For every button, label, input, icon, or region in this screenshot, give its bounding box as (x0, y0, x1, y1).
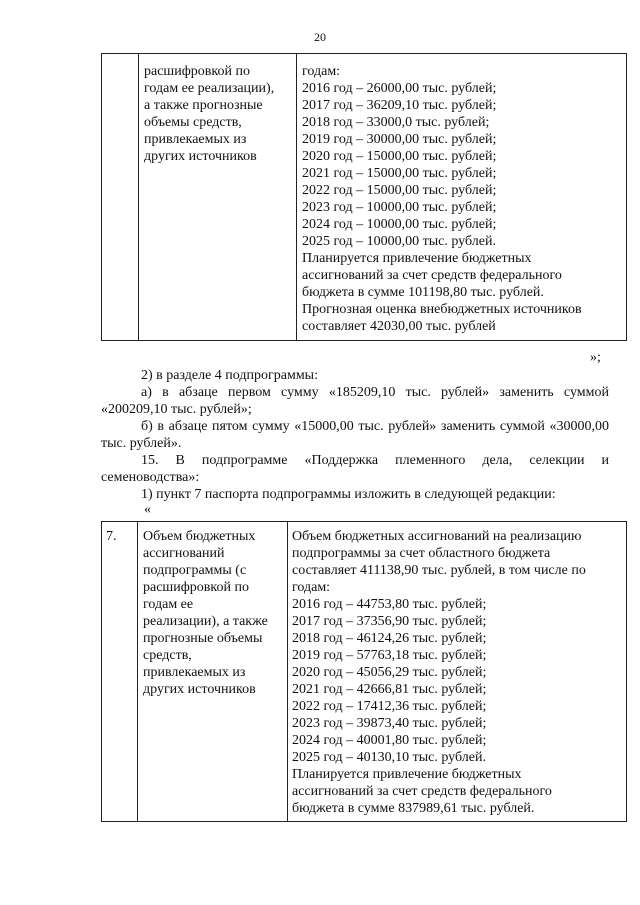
description-line: привлекаемых из (143, 665, 246, 680)
content-line: Планируется привлечение бюджетных (302, 251, 532, 266)
content-line: годам: (302, 64, 341, 79)
content-line: составляет 411138,90 тыс. рублей, в том числе по (292, 563, 586, 578)
content-line: 2016 год – 26000,00 тыс. рублей; (302, 81, 497, 96)
content-line: 2023 год – 39873,40 тыс. рублей; (292, 716, 487, 731)
description-line: Объем бюджетных (143, 529, 256, 544)
paragraph: б) в абзаце пятом сумму «15000,00 тыс. рублей» заменить суммой «30000,00 тыс. рублей». (101, 419, 609, 451)
description-line: подпрограммы (с (143, 563, 247, 578)
content-line: составляет 42030,00 тыс. рублей (302, 319, 496, 334)
content-line: подпрограммы за счет областного бюджета (292, 546, 551, 561)
content-line: 2025 год – 40130,10 тыс. рублей. (292, 750, 486, 765)
row-number: 7. (106, 529, 117, 544)
content-line: ассигнований за счет средств федерального (292, 784, 552, 799)
content-line: бюджета в сумме 101198,80 тыс. рублей. (302, 285, 544, 300)
description-line: а также прогнозные (144, 98, 263, 113)
content-line: 2019 год – 30000,00 тыс. рублей; (302, 132, 497, 147)
content-line: годам: (292, 580, 331, 595)
paragraph: 15. В подпрограмме «Поддержка племенного дела, селекции и семеноводства»: (101, 453, 609, 485)
content-line: 2020 год – 15000,00 тыс. рублей; (302, 149, 497, 164)
content-line: 2021 год – 42666,81 тыс. рублей; (292, 682, 487, 697)
content-line: 2016 год – 44753,80 тыс. рублей; (292, 597, 487, 612)
budget-table-new (101, 521, 627, 822)
description-line: привлекаемых из (144, 132, 247, 147)
content-line: бюджета в сумме 837989,61 тыс. рублей. (292, 801, 535, 816)
content-cell (288, 522, 627, 822)
description-line: других источников (144, 149, 257, 164)
content-line: 2018 год – 46124,26 тыс. рублей; (292, 631, 487, 646)
content-line: 2021 год – 15000,00 тыс. рублей; (302, 166, 497, 181)
content-line: 2025 год – 10000,00 тыс. рублей. (302, 234, 496, 249)
paragraph: 1) пункт 7 паспорта подпрограммы изложить в следующей редакции: (141, 487, 556, 502)
description-cell (139, 54, 297, 341)
description-line: других источников (143, 682, 256, 697)
content-line: 2023 год – 10000,00 тыс. рублей; (302, 200, 497, 215)
closing-quote: »; (590, 350, 601, 365)
number-cell (102, 522, 138, 822)
content-line: 2017 год – 37356,90 тыс. рублей; (292, 614, 487, 629)
page-number: 20 (314, 30, 326, 44)
content-line: 2024 год – 10000,00 тыс. рублей; (302, 217, 497, 232)
number-cell (102, 54, 139, 341)
content-line: 2022 год – 15000,00 тыс. рублей; (302, 183, 497, 198)
content-line: 2017 год – 36209,10 тыс. рублей; (302, 98, 497, 113)
content-line: 2020 год – 45056,29 тыс. рублей; (292, 665, 487, 680)
content-line: Объем бюджетных ассигнований на реализацию (292, 529, 582, 544)
amendment-text (101, 367, 609, 503)
table-row (102, 522, 627, 822)
content-line: Прогнозная оценка внебюджетных источников (302, 302, 582, 317)
description-line: реализации), а также (143, 614, 268, 629)
content-cell (297, 54, 627, 341)
content-line: 2018 год – 33000,0 тыс. рублей; (302, 115, 490, 130)
description-line: прогнозные объемы (143, 631, 263, 646)
content-line: 2022 год – 17412,36 тыс. рублей; (292, 699, 487, 714)
description-line: объемы средств, (144, 115, 242, 130)
opening-quote: « (144, 502, 151, 517)
content-line: 2024 год – 40001,80 тыс. рублей; (292, 733, 487, 748)
paragraph: 2) в разделе 4 подпрограммы: (141, 368, 318, 383)
table-row (102, 54, 627, 341)
description-line: средств, (143, 648, 192, 663)
description-line: расшифровкой по (144, 64, 250, 79)
description-line: расшифровкой по (143, 580, 249, 595)
description-line: ассигнований (143, 546, 225, 561)
budget-table-continued (101, 53, 627, 341)
description-cell (138, 522, 288, 822)
description-line: годам ее (143, 597, 194, 612)
paragraph: а) в абзаце первом сумму «185209,10 тыс. рублей» заменить суммой «200209,10 тыс. рублей»; (101, 385, 609, 417)
content-line: Планируется привлечение бюджетных (292, 767, 522, 782)
content-line: ассигнований за счет средств федерального (302, 268, 562, 283)
content-line: 2019 год – 57763,18 тыс. рублей; (292, 648, 487, 663)
description-line: годам ее реализации), (144, 81, 275, 96)
